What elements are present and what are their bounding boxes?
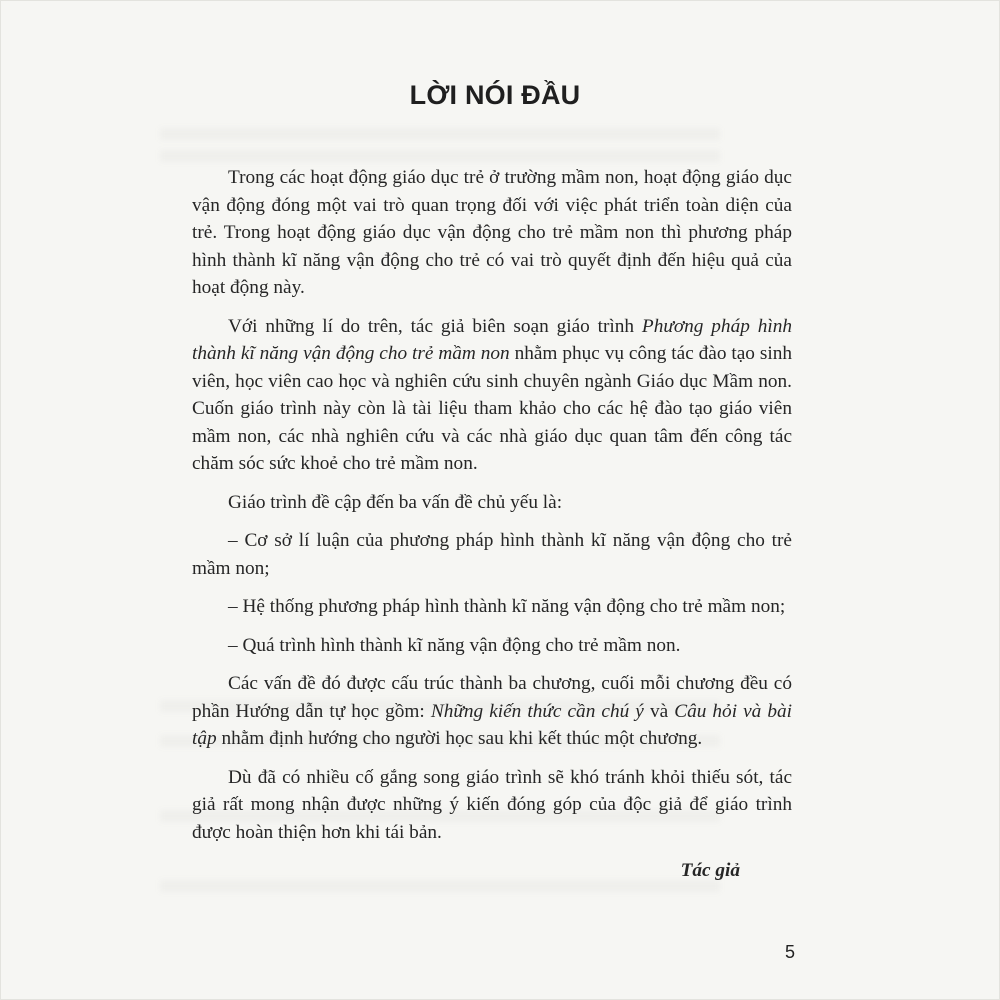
page-number: 5 — [784, 942, 795, 962]
show-through-line — [160, 150, 720, 162]
list-item-topic-2: – Hệ thống phương pháp hình thành kĩ năng vận động cho trẻ mầm non; — [228, 596, 786, 617]
show-through-line — [160, 128, 720, 140]
paragraph-purpose — [192, 313, 792, 478]
text-run: nhằm phục vụ công tác đào tạo sinh viên, học viên cao học và nghiên cứu sinh chuyên ngành Giáo dục Mầm non. Cuốn giáo trình này còn là tài liệu tham khảo cho các hệ đào tạo giáo viên mầm non, các nhà nghiên cứu và các nhà giáo dục quan tâm đến công tác chăm sóc sức khoẻ cho trẻ mầm non. — [192, 343, 792, 474]
page-title: LỜI NÓI ĐẦU — [409, 80, 581, 110]
text-run: Các vấn đề đó được cấu trúc thành ba chương, cuối mỗi chương đều có phần Hướng dẫn tự học gồm: — [192, 673, 792, 722]
paragraph-structure — [192, 670, 792, 753]
text-run: và — [643, 700, 675, 722]
list-item-topic-1: – Cơ sở lí luận của phương pháp hình thành kĩ năng vận động cho trẻ mầm non; — [192, 530, 792, 579]
italic-term-questions: Câu hỏi và bài tập — [192, 700, 793, 749]
paragraph-intro: Trong các hoạt động giáo dục trẻ ở trường mầm non, hoạt động giáo dục vận động đóng một vai trò quan trọng đối với việc phát triển toàn diện của trẻ. Trong hoạt động giáo dục vận động cho trẻ mầm non thì phương pháp hình thành kĩ năng vận động cho trẻ có vai trò quyết định đến hiệu quả của hoạt động này. — [192, 167, 792, 298]
text-run: nhằm định hướng cho người học sau khi kết thúc một chương. — [216, 728, 703, 749]
text-run: Với những lí do trên, tác giả biên soạn giáo trình — [228, 315, 642, 337]
paragraph-closing: Dù đã có nhiều cố gắng song giáo trình sẽ khó tránh khỏi thiếu sót, tác giả rất mong nhận được những ý kiến đóng góp của độc giả để giáo trình được hoàn thiện hơn khi tái bản. — [192, 766, 792, 843]
book-title-italic: Phương pháp hình thành kĩ năng vận động cho trẻ mầm non — [192, 315, 792, 364]
paragraph-topics-intro: Giáo trình đề cập đến ba vấn đề chủ yếu là: — [228, 491, 563, 513]
list-item-topic-3: – Quá trình hình thành kĩ năng vận động cho trẻ mầm non. — [228, 634, 681, 656]
body-text — [192, 164, 792, 885]
italic-term-knowledge: Những kiến thức cần chú ý — [430, 700, 644, 722]
author-signature: Tác giả — [680, 860, 740, 881]
